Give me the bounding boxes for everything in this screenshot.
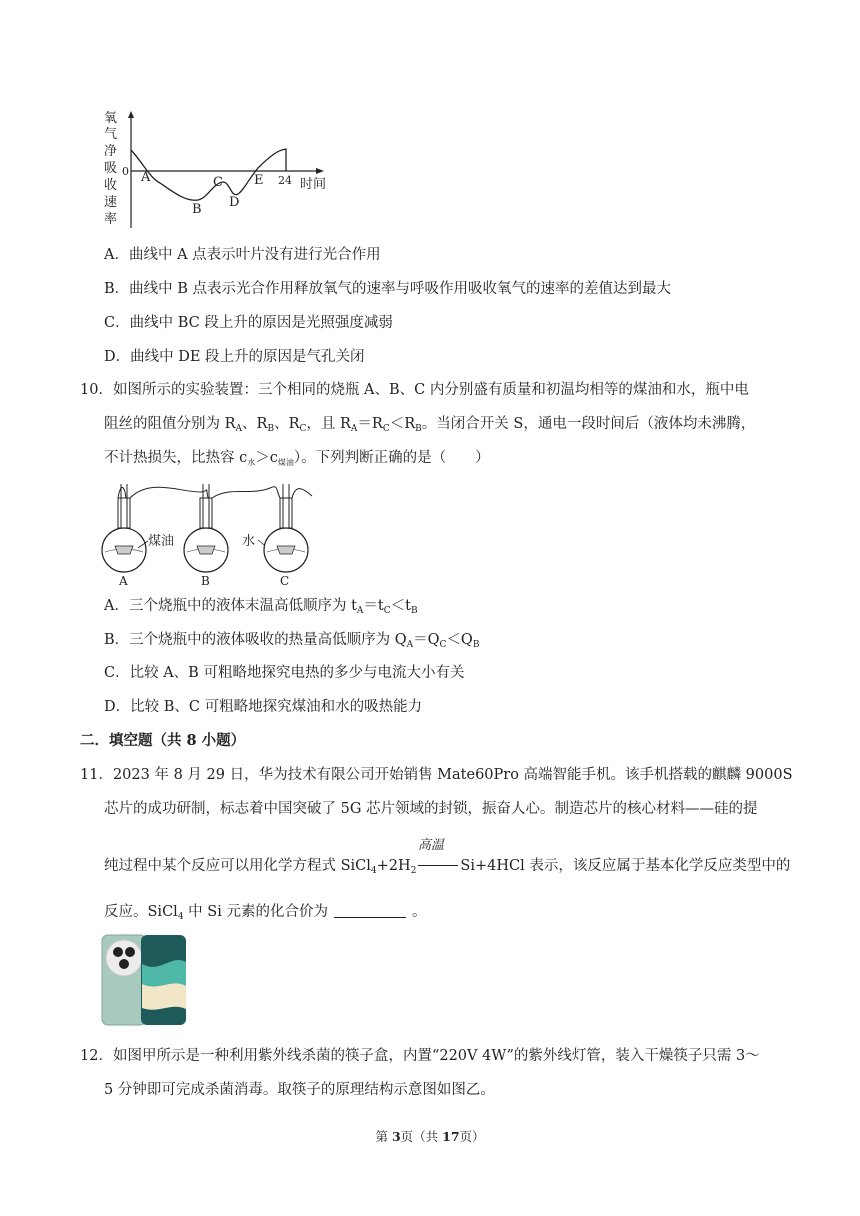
ylabel-char: 收 (104, 178, 118, 193)
q10-line2: 阻丝的阻值分别为 $R_A$、$R_B$、$R_C$，且 $R_A=R_C<R_B$。当闭合开关 S，通电一段时间后（液体均未沸腾， (104, 416, 756, 434)
q10-option-d: D．比较 B、C 可粗略地探究煤油和水的吸热能力 (104, 699, 423, 715)
page-footer: 第 3页（共 17页） (375, 1129, 485, 1144)
phone-image (101, 934, 187, 1026)
answer-blank[interactable] (334, 903, 406, 918)
point-label: B (192, 202, 202, 217)
q11-line4: 反应。SiCl$_4$ 中 Si 元素的化合价为 。 (104, 904, 427, 922)
point-label: C (213, 175, 223, 190)
flask-apparatus-figure (100, 474, 320, 588)
reaction-arrow (418, 865, 458, 866)
ylabel-char: 气 (104, 127, 118, 142)
reaction-condition: 高温 (418, 838, 445, 853)
q9-option-c: C．曲线中 BC 段上升的原因是光照强度减弱 (104, 315, 393, 331)
x-axis-label: 时间 (300, 177, 327, 192)
ylabel-char: 率 (104, 212, 118, 227)
water-label: 水 (242, 534, 256, 549)
q9-option-a: A．曲线中 A 点表示叶片没有进行光合作用 (104, 247, 381, 263)
zero-label: 0 (122, 165, 129, 178)
kerosene-label: 煤油 (148, 534, 175, 549)
x-end-label: 24 (278, 174, 292, 187)
q10-option-b: B．三个烧瓶中的液体吸收的热量高低顺序为 $Q_A=Q_C<Q_B$ (104, 632, 480, 650)
point-label: D (229, 195, 240, 210)
q10-line3: 不计热损失，比热容 $c_水>c_{煤油}$）。下列判断正确的是（ ） (104, 450, 490, 467)
point-label: A (141, 170, 151, 185)
ylabel-char: 氧 (104, 111, 118, 126)
total-pages: 17 (442, 1129, 460, 1144)
q9-option-b: B．曲线中 B 点表示光合作用释放氧气的速率与呼吸作用吸收氧气的速率的差值达到最大 (104, 281, 672, 297)
q10-option-c: C．比较 A、B 可粗略地探究电热的多少与电流大小有关 (104, 665, 465, 681)
q12-line1: 12．如图甲所示是一种利用紫外线杀菌的筷子盒，内置“220V 4W”的紫外线灯管，装入干燥筷子只需 3～ (80, 1048, 760, 1064)
oxygen-rate-figure (98, 108, 338, 234)
flask-label: C (280, 574, 290, 588)
page-number: 3 (391, 1129, 401, 1144)
q9-option-d: D．曲线中 DE 段上升的原因是气孔关闭 (104, 349, 365, 365)
flask-label: A (119, 574, 128, 588)
ylabel-char: 速 (104, 195, 118, 210)
q12-line2: 5 分钟即可完成杀菌消毒。取筷子的原理结构示意图如图乙。 (104, 1082, 495, 1098)
ylabel-char: 吸 (104, 161, 118, 176)
q11-line1: 11．2023 年 8 月 29 日，华为技术有限公司开始销售 Mate60Pro 高端智能手机。该手机搭载的麒麟 9000S (80, 767, 793, 783)
q11-line3: 纯过程中某个反应可以用化学方程式 $SiCl_4+2H_2$ Si+4HCl 表示，该反应属于基本化学反应类型中的 (104, 858, 791, 876)
flask-label: B (201, 574, 210, 588)
q10-option-a: A．三个烧瓶中的液体末温高低顺序为 $t_A=t_C<t_B$ (104, 598, 418, 616)
q11-line2: 芯片的成功研制，标志着中国突破了 5G 芯片领域的封锁，振奋人心。制造芯片的核心材料——硅的提 (104, 801, 758, 817)
ylabel-char: 净 (104, 144, 118, 159)
q10-line1: 10．如图所示的实验装置：三个相同的烧瓶 A、B、C 内分别盛有质量和初温均相等的煤油和水，瓶中电 (80, 382, 749, 398)
section-heading: 二．填空题（共 8 小题） (80, 732, 246, 749)
point-label: E (254, 173, 264, 188)
